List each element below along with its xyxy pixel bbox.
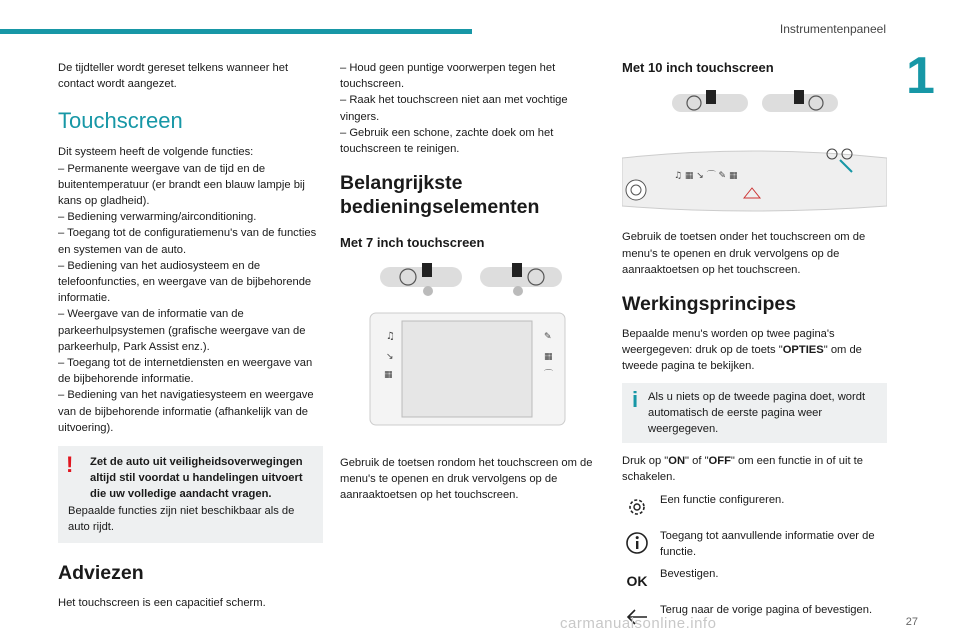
principles-heading: Werkingsprincipes [622,293,797,316]
feature-item: – Bediening van het navigatiesysteem en weergave van de bijbehorende informatie (afhankelijk van de uitvoering). [58,389,314,434]
options-label: OPTIES [782,344,824,357]
icon-row-info [622,528,887,560]
chapter-number: 1 [906,47,935,105]
advice-heading: Adviezen [58,562,144,585]
svg-text:♫ ▦ ↘ ⌒ ✎ ▦: ♫ ▦ ↘ ⌒ ✎ ▦ [674,171,738,182]
on-label: ON [668,455,686,468]
feature-item: – Toegang tot de internetdiensten en weergave van de bijbehorende informatie. [58,357,313,386]
ok-icon: OK [626,572,648,589]
principles-text [622,326,887,375]
info-icon: i [632,386,639,412]
onoff-post: " om een functie in of uit te schakelen. [622,455,864,484]
warning-bold-text: Zet de auto uit veiligheidsoverwegingen altijd stil voordat u handelingen uitvoert die uw volledige aandacht vragen. [90,456,303,501]
principles-post: " om de tweede pagina te bekijken. [622,344,862,373]
svg-text:⌒: ⌒ [544,370,554,381]
advice-text: Het touchscreen is een capacitief scherm. [58,597,266,610]
onoff-mid: " of " [685,455,709,468]
seven-inch-heading: Met 7 inch touchscreen [340,235,485,251]
svg-text:↘: ↘ [386,352,394,363]
watermark: carmanualsonline.info [560,615,717,632]
info-text: Als u niets op de tweede pagina doet, wordt automatisch de eerste pagina weer weergegeven. [648,390,866,436]
ten-inch-heading: Met 10 inch touchscreen [622,60,774,75]
features-intro: Dit systeem heeft de volgende functies: [58,146,254,159]
column-2 [340,60,605,509]
tip-item: – Raak het touchscreen niet aan met vochtige vingers. [340,94,568,123]
info-icon [622,528,652,558]
header-accent-bar [0,29,472,34]
svg-text:▦: ▦ [384,370,393,381]
section-title: Instrumentenpaneel [779,22,886,36]
tips-list [340,60,605,157]
icon-row-configure [622,492,887,522]
icon-row-ok [622,566,887,596]
column-1 [58,60,323,617]
icon-row-text: Een functie configureren. [660,493,785,506]
ten-inch-illustration [622,86,887,221]
intro-text: De tijdteller wordt gereset telkens wanneer het contact wordt aangezet. [58,62,289,91]
feature-item: – Permanente weergave van de tijd en de buitentemperatuur (er brandt een blauw lampje bij kans op gladheid). [58,162,305,208]
svg-text:▦: ▦ [544,352,553,363]
feature-item: – Bediening van het audiosysteem en de telefoonfuncties, en weergave van de bijbehorende informatie. [58,259,312,305]
controls-heading: Belangrijkste bedieningselementen [340,172,540,219]
tip-item: – Houd geen puntige voorwerpen tegen het touchscreen. [340,62,556,91]
feature-item: – Weergave van de informatie van de parkeerhulpsystemen (grafische weergave van de parkeerhulp, Park Assist enz.). [58,308,306,353]
onoff-pre: Druk op " [622,455,669,468]
warning-text: Bepaalde functies zijn niet beschikbaar als de auto rijdt. [68,504,295,533]
icon-row-text: Terug naar de vorige pagina of bevestigen. [660,604,873,617]
feature-item: – Toegang tot de configuratiemenu's van de functies en systemen van de auto. [58,227,317,256]
steering-wheel-icon [380,267,562,287]
page-number: 27 [905,616,918,628]
icon-row-text: Toegang tot aanvullende informatie over de functie. [660,529,875,558]
touchscreen-heading: Touchscreen [58,108,183,134]
seven-inch-illustration [340,261,605,446]
svg-text:♫: ♫ [386,331,395,343]
warning-box [58,446,323,543]
icon-row-text: Bevestigen. [660,568,719,581]
features-list [58,161,323,436]
svg-text:✎: ✎ [544,332,552,343]
onoff-text [622,453,887,485]
ten-inch-text: Gebruik de toetsen onder het touchscreen om de menu's te openen en druk vervolgens op de aanraaktoetsen op het touchscreen. [622,231,866,276]
seven-inch-text: Gebruik de toetsen rondom het touchscreen om de menu's te openen en druk vervolgens op de aanraaktoetsen op het touchscreen. [340,456,593,502]
tip-item: – Gebruik een schone, zachte doek om het touchscreen te reinigen. [340,126,554,156]
info-box [622,383,887,444]
column-3 [622,60,887,632]
warning-icon: ! [66,452,74,478]
gear-icon [622,492,652,522]
off-label: OFF [708,455,731,468]
principles-pre: Bepaalde menu's worden op twee pagina's weergegeven: druk op de toets " [622,328,835,357]
feature-item: – Bediening verwarming/airconditioning. [58,211,257,224]
